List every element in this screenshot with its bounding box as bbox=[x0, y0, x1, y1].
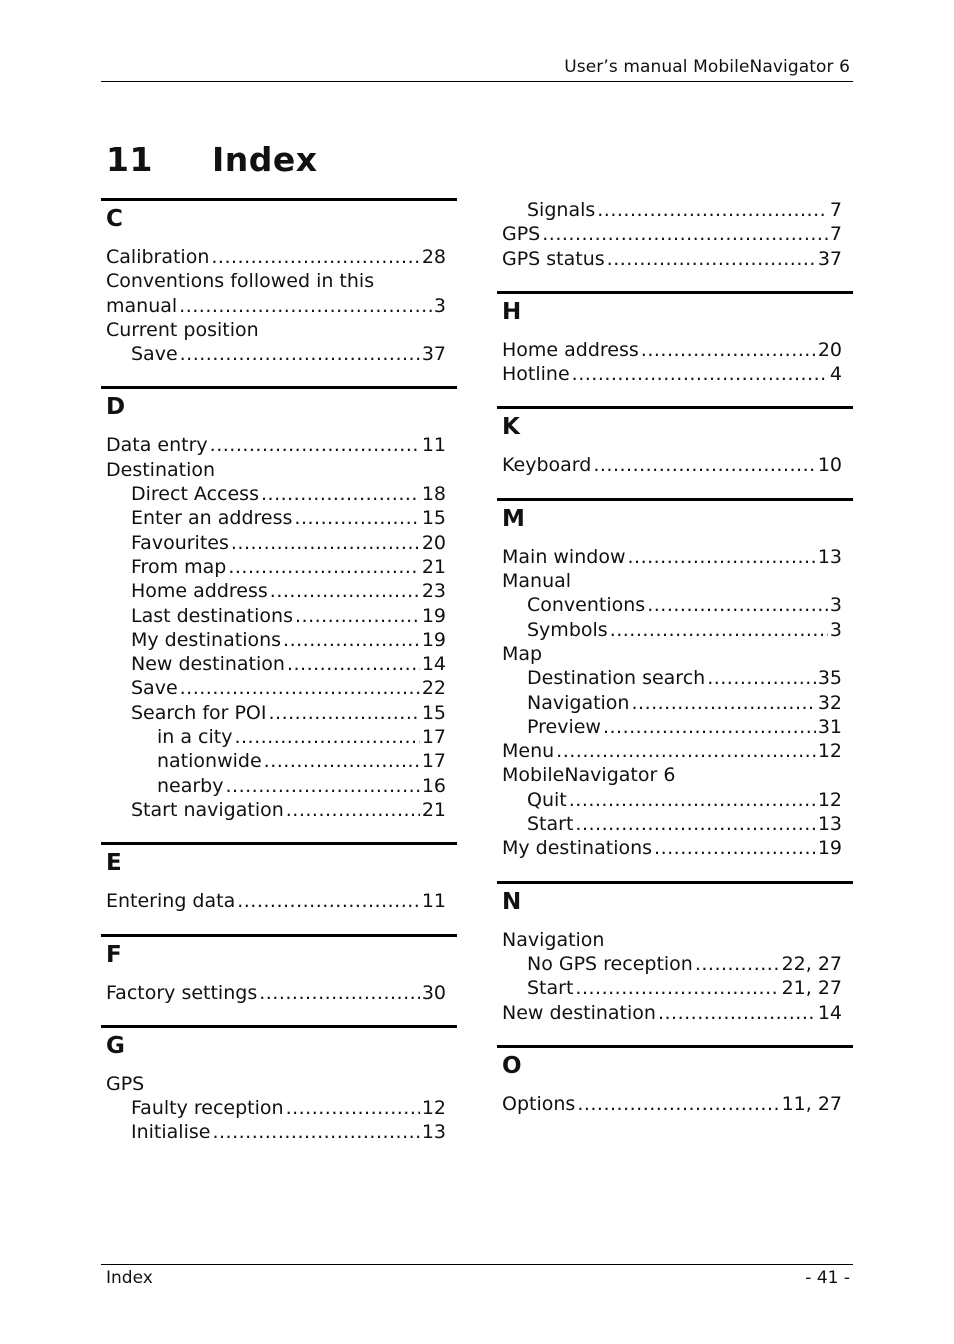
section-letter: O bbox=[502, 1052, 522, 1079]
index-entry bbox=[497, 952, 853, 976]
index-entry bbox=[497, 666, 853, 690]
index-term: Factory settings bbox=[106, 981, 258, 1004]
leader-dots bbox=[593, 453, 815, 477]
section-letter: K bbox=[502, 414, 520, 441]
leader-dots bbox=[654, 836, 816, 860]
index-entry bbox=[497, 928, 853, 952]
leader-dots bbox=[264, 749, 420, 773]
index-entry bbox=[497, 593, 853, 617]
section-letter: G bbox=[106, 1032, 125, 1059]
section-rule bbox=[497, 291, 853, 294]
index-page-ref: 15 bbox=[421, 701, 446, 724]
index-entry bbox=[497, 247, 853, 271]
index-term: Manual bbox=[502, 570, 572, 593]
index-term: Initialise bbox=[131, 1121, 211, 1144]
index-section-e bbox=[101, 842, 457, 913]
index-entry bbox=[101, 701, 457, 725]
index-page-ref: 22, 27 bbox=[781, 952, 842, 975]
index-page-ref: 32 bbox=[817, 691, 842, 714]
index-page-ref: 15 bbox=[421, 507, 446, 530]
chapter-title: Index bbox=[212, 140, 318, 179]
index-entry bbox=[101, 1096, 457, 1120]
index-term: No GPS reception bbox=[527, 952, 693, 975]
chapter-heading bbox=[106, 140, 318, 179]
index-page-ref: 4 bbox=[829, 363, 842, 386]
index-entry bbox=[101, 1072, 457, 1096]
index-entry bbox=[101, 1120, 457, 1144]
index-entry bbox=[101, 269, 457, 293]
section-letter: F bbox=[106, 941, 122, 968]
index-term: nearby bbox=[157, 774, 224, 797]
leader-dots bbox=[577, 1092, 779, 1116]
leader-dots bbox=[658, 1001, 816, 1025]
index-section-h bbox=[497, 291, 853, 387]
index-term: Destination search bbox=[527, 667, 706, 690]
index-entry bbox=[101, 798, 457, 822]
leader-dots bbox=[270, 579, 420, 603]
index-page-ref: 12 bbox=[421, 1097, 446, 1120]
index-term: Home address bbox=[131, 580, 268, 603]
index-entry bbox=[101, 245, 457, 269]
index-term: in a city bbox=[157, 726, 233, 749]
index-entry bbox=[497, 788, 853, 812]
leader-dots bbox=[259, 981, 420, 1005]
index-entry bbox=[497, 222, 853, 246]
index-term: Entering data bbox=[106, 890, 236, 913]
index-page-ref: 7 bbox=[829, 223, 842, 246]
footer-rule bbox=[101, 1264, 853, 1265]
index-term: Keyboard bbox=[502, 454, 592, 477]
index-page-ref: 3 bbox=[829, 618, 842, 641]
index-page-ref: 19 bbox=[817, 837, 842, 860]
index-page-ref: 11 bbox=[421, 434, 446, 457]
section-rule bbox=[497, 406, 853, 409]
index-page-ref: 21, 27 bbox=[781, 977, 842, 1000]
header-rule bbox=[101, 81, 853, 82]
index-term: Destination bbox=[106, 458, 216, 481]
index-entry bbox=[497, 836, 853, 860]
index-term: Enter an address bbox=[131, 507, 293, 530]
leader-dots bbox=[286, 798, 420, 822]
index-section-m bbox=[497, 498, 853, 861]
index-page-ref: 21 bbox=[421, 798, 446, 821]
index-page-ref: 13 bbox=[817, 813, 842, 836]
index-term: Main window bbox=[502, 545, 626, 568]
index-page-ref: 17 bbox=[421, 726, 446, 749]
leader-dots bbox=[295, 604, 420, 628]
index-column-right bbox=[497, 198, 853, 1116]
index-term: MobileNavigator 6 bbox=[502, 764, 676, 787]
index-entry bbox=[497, 642, 853, 666]
index-page-ref: 37 bbox=[817, 247, 842, 270]
index-page-ref: 30 bbox=[421, 981, 446, 1004]
index-term: Start navigation bbox=[131, 798, 284, 821]
index-term: Signals bbox=[527, 199, 596, 221]
index-term: Conventions followed in this bbox=[106, 270, 375, 293]
index-term: My destinations bbox=[502, 837, 653, 860]
index-section-n bbox=[497, 881, 853, 1025]
index-entry bbox=[101, 889, 457, 913]
index-column-left bbox=[101, 198, 457, 1145]
index-entry bbox=[497, 691, 853, 715]
index-term: Search for POI bbox=[131, 701, 267, 724]
index-page-ref: 20 bbox=[817, 338, 842, 361]
index-entry bbox=[101, 458, 457, 482]
index-section-f bbox=[101, 934, 457, 1005]
section-rule bbox=[497, 881, 853, 884]
leader-dots bbox=[294, 506, 419, 530]
leader-dots bbox=[572, 362, 828, 386]
index-term: GPS bbox=[106, 1072, 145, 1095]
leader-dots bbox=[641, 338, 816, 362]
index-page-ref: 3 bbox=[829, 594, 842, 617]
section-letter: E bbox=[106, 850, 122, 877]
index-entry bbox=[101, 579, 457, 603]
index-entry bbox=[497, 338, 853, 362]
index-entry bbox=[497, 763, 853, 787]
index-entry bbox=[101, 725, 457, 749]
leader-dots bbox=[180, 342, 420, 366]
index-entry bbox=[101, 604, 457, 628]
section-rule bbox=[497, 1045, 853, 1048]
index-term: Start bbox=[527, 813, 574, 836]
index-page-ref: 11, 27 bbox=[781, 1092, 842, 1115]
leader-dots bbox=[237, 889, 420, 913]
index-entry bbox=[101, 652, 457, 676]
index-entry bbox=[497, 569, 853, 593]
index-entry bbox=[497, 545, 853, 569]
leader-dots bbox=[180, 676, 420, 700]
section-letter: D bbox=[106, 394, 126, 421]
index-page-ref: 7 bbox=[829, 199, 842, 221]
leader-dots bbox=[627, 545, 815, 569]
index-term: GPS bbox=[502, 223, 541, 246]
index-term: nationwide bbox=[157, 750, 262, 773]
index-entry bbox=[497, 453, 853, 477]
leader-dots bbox=[286, 1096, 420, 1120]
section-letter: M bbox=[502, 505, 525, 532]
index-entry bbox=[101, 506, 457, 530]
index-page-ref: 31 bbox=[817, 715, 842, 738]
index-page-ref: 16 bbox=[421, 774, 446, 797]
index-term: Navigation bbox=[527, 691, 630, 714]
index-term: Symbols bbox=[527, 618, 608, 641]
index-section-k bbox=[497, 406, 853, 477]
leader-dots bbox=[695, 952, 780, 976]
index-page-ref: 13 bbox=[421, 1121, 446, 1144]
leader-dots bbox=[597, 198, 828, 222]
index-page-ref: 14 bbox=[817, 1001, 842, 1024]
index-page-ref: 13 bbox=[817, 545, 842, 568]
index-entry bbox=[101, 774, 457, 798]
index-term: Favourites bbox=[131, 531, 229, 554]
leader-dots bbox=[287, 652, 420, 676]
index-term: Save bbox=[131, 677, 178, 700]
index-page-ref: 12 bbox=[817, 788, 842, 811]
section-rule bbox=[101, 198, 457, 201]
index-term: Last destinations bbox=[131, 604, 293, 627]
leader-dots bbox=[261, 482, 420, 506]
index-term: Menu bbox=[502, 740, 555, 763]
index-entry bbox=[101, 555, 457, 579]
section-letter: N bbox=[502, 888, 522, 915]
index-entry bbox=[497, 362, 853, 386]
section-letter: C bbox=[106, 206, 123, 232]
index-page-ref: 20 bbox=[421, 531, 446, 554]
section-rule bbox=[101, 1025, 457, 1028]
leader-dots bbox=[226, 774, 420, 798]
index-page-ref: 11 bbox=[421, 890, 446, 913]
leader-dots bbox=[269, 701, 420, 725]
index-term: Options bbox=[502, 1092, 576, 1115]
chapter-number: 11 bbox=[106, 140, 153, 179]
index-entry bbox=[497, 715, 853, 739]
index-page-ref: 28 bbox=[421, 246, 446, 268]
leader-dots bbox=[231, 531, 420, 555]
index-entry bbox=[497, 812, 853, 836]
section-rule bbox=[101, 386, 457, 389]
leader-dots bbox=[607, 247, 816, 271]
section-rule bbox=[497, 498, 853, 501]
index-entry bbox=[101, 482, 457, 506]
index-term: My destinations bbox=[131, 628, 282, 651]
leader-dots bbox=[556, 739, 816, 763]
leader-dots bbox=[575, 976, 779, 1000]
leader-dots bbox=[283, 628, 420, 652]
index-page-ref: 18 bbox=[421, 483, 446, 506]
index-page-ref: 23 bbox=[421, 580, 446, 603]
index-entry bbox=[101, 981, 457, 1005]
index-section-d bbox=[101, 386, 457, 822]
index-term: From map bbox=[131, 555, 227, 578]
index-term: Navigation bbox=[502, 928, 605, 951]
index-page-ref: 37 bbox=[421, 343, 446, 366]
index-term: Map bbox=[502, 642, 543, 665]
index-page-ref: 35 bbox=[817, 667, 842, 690]
leader-dots bbox=[542, 222, 828, 246]
index-page-ref: 10 bbox=[817, 454, 842, 477]
index-entry bbox=[101, 318, 457, 342]
leader-dots bbox=[211, 245, 419, 269]
index-term: Current position bbox=[106, 318, 259, 341]
index-entry bbox=[497, 618, 853, 642]
index-page-ref: 19 bbox=[421, 604, 446, 627]
leader-dots bbox=[569, 788, 816, 812]
index-term: Home address bbox=[502, 338, 639, 361]
index-entry bbox=[101, 342, 457, 366]
index-term: Start bbox=[527, 977, 574, 1000]
index-term: Preview bbox=[527, 715, 601, 738]
index-entry bbox=[101, 628, 457, 652]
index-entry bbox=[101, 749, 457, 773]
index-term: Direct Access bbox=[131, 483, 259, 506]
index-page-ref: 3 bbox=[433, 294, 446, 317]
index-page-ref: 17 bbox=[421, 750, 446, 773]
section-rule bbox=[101, 842, 457, 845]
index-entry bbox=[497, 739, 853, 763]
index-term: Conventions bbox=[527, 594, 646, 617]
index-section-continued bbox=[497, 198, 853, 271]
leader-dots bbox=[575, 812, 815, 836]
index-term: New destination bbox=[131, 653, 285, 676]
leader-dots bbox=[707, 666, 816, 690]
index-page-ref: 19 bbox=[421, 628, 446, 651]
leader-dots bbox=[610, 618, 828, 642]
index-entry bbox=[497, 1092, 853, 1116]
index-term: Faulty reception bbox=[131, 1097, 284, 1120]
index-page-ref: 22 bbox=[421, 677, 446, 700]
index-term: GPS status bbox=[502, 247, 605, 270]
section-rule bbox=[101, 934, 457, 937]
index-entry bbox=[101, 531, 457, 555]
leader-dots bbox=[179, 294, 432, 318]
index-term: manual bbox=[106, 294, 178, 317]
index-entry bbox=[101, 676, 457, 700]
index-term: Data entry bbox=[106, 434, 208, 457]
running-header: User’s manual MobileNavigator 6 bbox=[564, 57, 850, 77]
index-page-ref: 14 bbox=[421, 653, 446, 676]
index-entry bbox=[101, 294, 457, 318]
footer-section-name: Index bbox=[106, 1268, 153, 1288]
index-section-c bbox=[101, 198, 457, 366]
section-letter: H bbox=[502, 298, 522, 325]
leader-dots bbox=[603, 715, 816, 739]
leader-dots bbox=[212, 1120, 419, 1144]
index-entry bbox=[497, 1001, 853, 1025]
leader-dots bbox=[228, 555, 419, 579]
index-term: Calibration bbox=[106, 246, 210, 268]
index-section-g bbox=[101, 1025, 457, 1145]
index-entry bbox=[101, 433, 457, 457]
index-page-ref: 21 bbox=[421, 555, 446, 578]
index-term: Quit bbox=[527, 788, 567, 811]
index-entry bbox=[497, 198, 853, 222]
leader-dots bbox=[234, 725, 419, 749]
index-page-ref: 12 bbox=[817, 740, 842, 763]
leader-dots bbox=[631, 691, 815, 715]
index-entry bbox=[497, 976, 853, 1000]
index-term: Save bbox=[131, 343, 178, 366]
index-term: New destination bbox=[502, 1001, 656, 1024]
leader-dots bbox=[647, 593, 828, 617]
index-term: Hotline bbox=[502, 363, 570, 386]
leader-dots bbox=[210, 433, 420, 457]
page-number: - 41 - bbox=[805, 1268, 850, 1288]
index-section-o bbox=[497, 1045, 853, 1116]
